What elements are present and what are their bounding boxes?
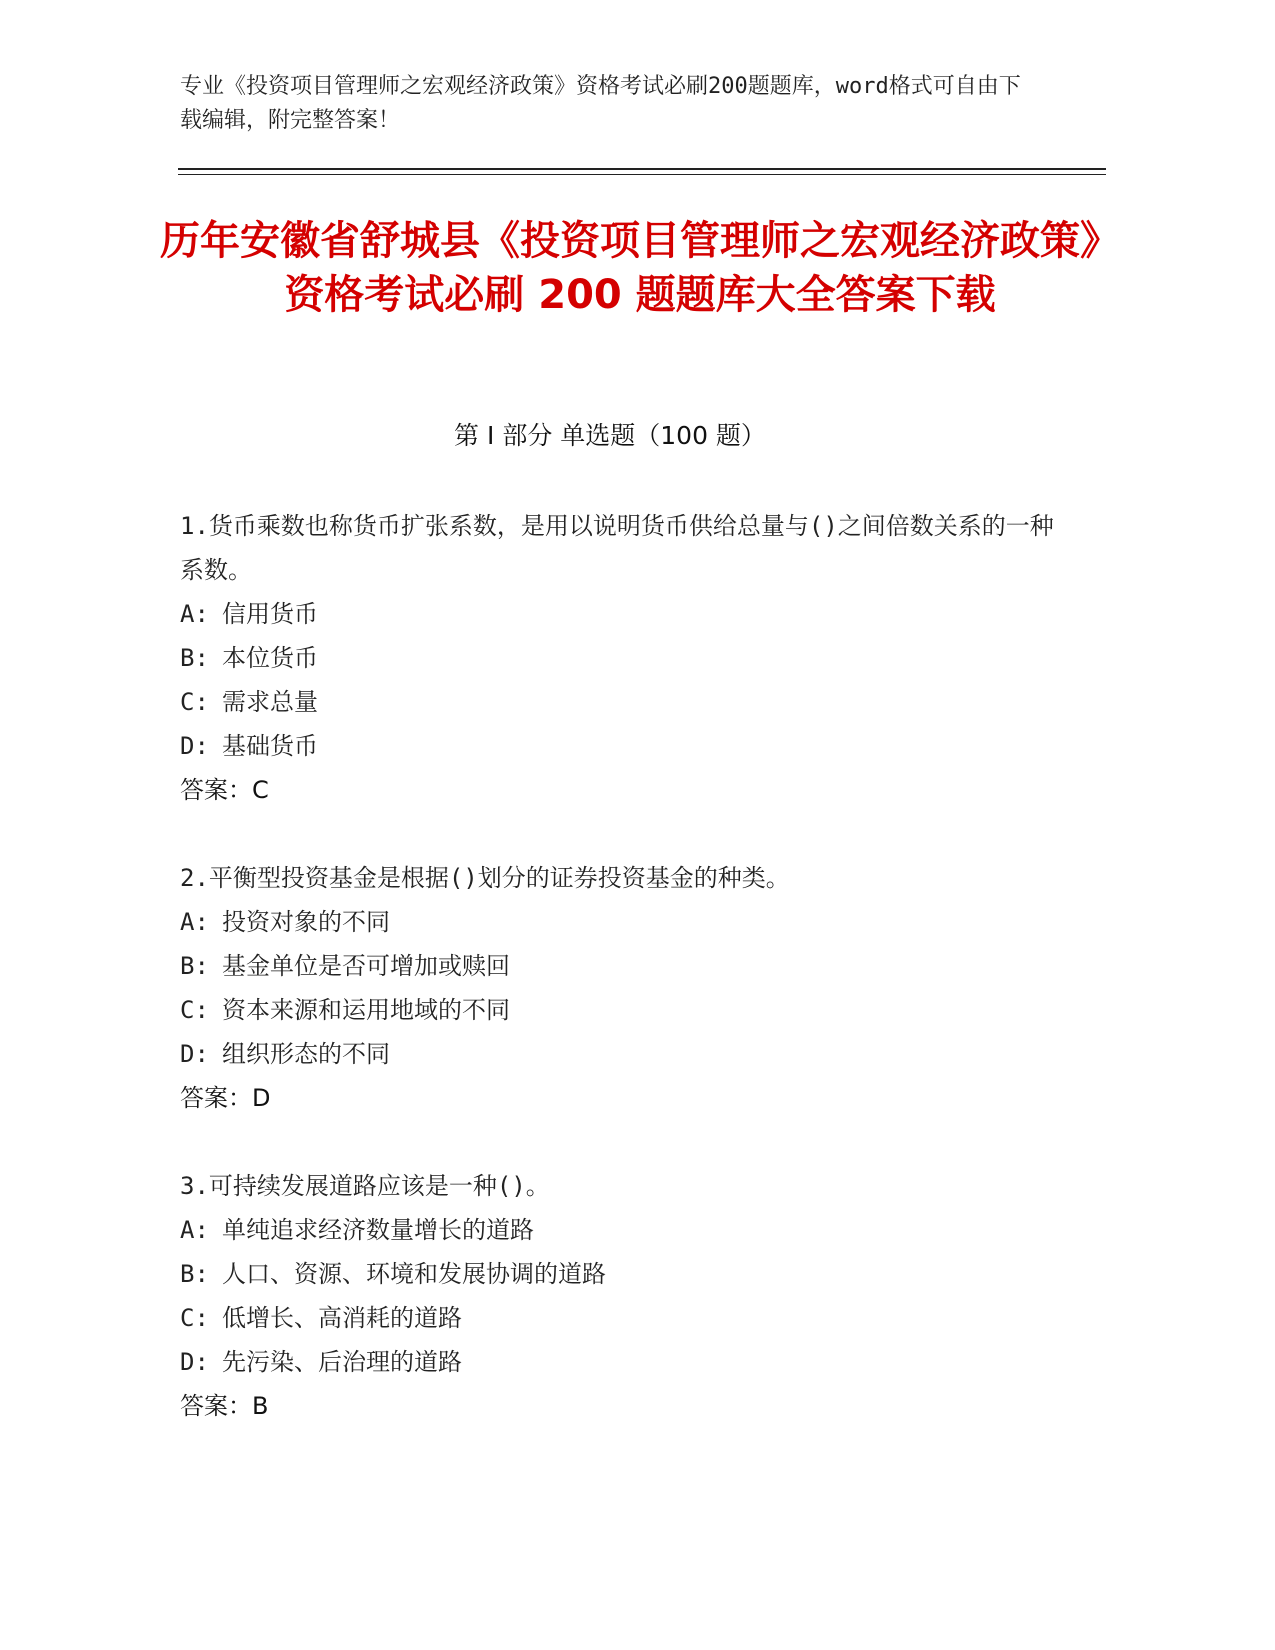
question-stem: 3.可持续发展道路应该是一种()。 <box>180 1172 550 1200</box>
answer: 答案：D <box>180 1084 271 1112</box>
header-note: 专业《投资项目管理师之宏观经济政策》资格考试必刷200题题库，word格式可自由下载编辑，附完整答案！ <box>180 74 1021 133</box>
option-b <box>180 944 1060 988</box>
option-text: 基础货币 <box>222 732 318 760</box>
section-title: 第 I 部分 单选题（100 题） <box>454 421 766 450</box>
option-text: 基金单位是否可增加或赎回 <box>222 952 510 980</box>
option-key: B: <box>180 644 209 672</box>
option-d <box>180 1032 1060 1076</box>
question-1 <box>180 504 1060 812</box>
option-c <box>180 988 1060 1032</box>
option-a <box>180 900 1060 944</box>
option-text: 低增长、高消耗的道路 <box>222 1304 462 1332</box>
option-key: C: <box>180 688 209 716</box>
document-title: 历年安徽省舒城县《投资项目管理师之宏观经济政策》资格考试必刷 200 题题库大全答案下载 <box>160 218 1120 318</box>
option-b <box>180 636 1060 680</box>
option-key: A: <box>180 908 209 936</box>
answer: 答案：B <box>180 1392 269 1420</box>
option-d <box>180 724 1060 768</box>
option-text: 人口、资源、环境和发展协调的道路 <box>222 1260 606 1288</box>
option-key: D: <box>180 1348 209 1376</box>
option-text: 本位货币 <box>222 644 318 672</box>
question-3 <box>180 1164 1060 1428</box>
option-key: A: <box>180 1216 209 1244</box>
option-d <box>180 1340 1060 1384</box>
option-key: C: <box>180 1304 209 1332</box>
option-key: A: <box>180 600 209 628</box>
option-a <box>180 1208 1060 1252</box>
option-a <box>180 592 1060 636</box>
option-text: 信用货币 <box>222 600 318 628</box>
question-2 <box>180 856 1060 1120</box>
option-text: 投资对象的不同 <box>222 908 390 936</box>
option-text: 资本来源和运用地域的不同 <box>222 996 510 1024</box>
header-rule-thick <box>178 168 1106 170</box>
option-key: D: <box>180 732 209 760</box>
question-list <box>180 504 1060 1472</box>
option-b <box>180 1252 1060 1296</box>
header-rule-thin <box>178 174 1106 175</box>
option-key: D: <box>180 1040 209 1068</box>
question-stem: 2.平衡型投资基金是根据()划分的证券投资基金的种类。 <box>180 864 790 892</box>
option-key: C: <box>180 996 209 1024</box>
option-key: B: <box>180 952 209 980</box>
option-text: 组织形态的不同 <box>222 1040 390 1068</box>
option-text: 单纯追求经济数量增长的道路 <box>222 1216 534 1244</box>
question-stem: 1.货币乘数也称货币扩张系数，是用以说明货币供给总量与()之间倍数关系的一种系数。 <box>180 512 1054 584</box>
option-key: B: <box>180 1260 209 1288</box>
option-text: 先污染、后治理的道路 <box>222 1348 462 1376</box>
option-text: 需求总量 <box>222 688 318 716</box>
answer: 答案：C <box>180 776 269 804</box>
option-c <box>180 1296 1060 1340</box>
option-c <box>180 680 1060 724</box>
